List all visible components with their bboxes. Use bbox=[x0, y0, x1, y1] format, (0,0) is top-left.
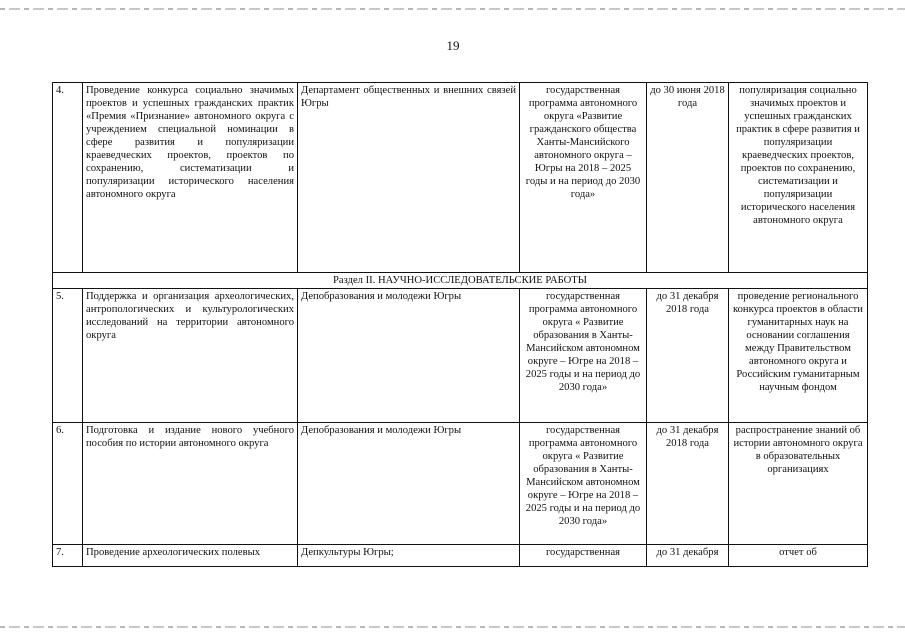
activity-cell: Проведение археологических полевых bbox=[83, 545, 298, 567]
deadline-cell: до 31 декабря 2018 года bbox=[647, 289, 729, 423]
deadline-cell: до 31 декабря 2018 года bbox=[647, 423, 729, 545]
table-row bbox=[53, 289, 868, 423]
deadline-cell: до 30 июня 2018 года bbox=[647, 83, 729, 273]
funding-source-cell: государственная программа автономного округа « Развитие образования в Ханты-Мансийском автономном округе – Югре на 2018 – 2025 годы и на период до 2030 года» bbox=[520, 423, 647, 545]
table-row bbox=[53, 83, 868, 273]
scan-artifact-bottom bbox=[0, 626, 905, 628]
executor-cell: Депкультуры Югры; bbox=[298, 545, 520, 567]
row-number: 6. bbox=[53, 423, 83, 545]
row-number: 4. bbox=[53, 83, 83, 273]
deadline-cell: до 31 декабря bbox=[647, 545, 729, 567]
funding-source-cell: государственная программа автономного округа « Развитие образования в Ханты-Мансийском автономном округе – Югре на 2018 – 2025 годы и на период до 2030 года» bbox=[520, 289, 647, 423]
activity-cell: Поддержка и организация археологических, антропологических и культурологических исследований на территории автономного округа bbox=[83, 289, 298, 423]
section-header: Раздел II. НАУЧНО-ИССЛЕДОВАТЕЛЬСКИЕ РАБОТЫ bbox=[53, 273, 868, 289]
section-row bbox=[53, 273, 868, 289]
row-number: 5. bbox=[53, 289, 83, 423]
table-row bbox=[53, 545, 868, 567]
result-cell: проведение регионального конкурса проектов в области гуманитарных наук на основании соглашения между Правительством автономного округа и Российским гуманитарным научным фондом bbox=[729, 289, 868, 423]
executor-cell: Департамент общественных и внешних связей Югры bbox=[298, 83, 520, 273]
activity-cell: Проведение конкурса социально значимых проектов и успешных гражданских практик «Премия «Признание» автономного округа с учреждением специальной номинации в сфере развития и популяризации краеведческих проектов, проектов по сохранению, систематизации и популяризации исторического населения автономного округа bbox=[83, 83, 298, 273]
funding-source-cell: государственная программа автономного округа «Развитие гражданского общества Ханты-Мансийского автономного округа – Югры на 2018 – 2025 годы и на период до 2030 года» bbox=[520, 83, 647, 273]
funding-source-cell: государственная bbox=[520, 545, 647, 567]
executor-cell: Депобразования и молодежи Югры bbox=[298, 289, 520, 423]
result-cell: отчет об bbox=[729, 545, 868, 567]
table-row bbox=[53, 423, 868, 545]
executor-cell: Депобразования и молодежи Югры bbox=[298, 423, 520, 545]
row-number: 7. bbox=[53, 545, 83, 567]
result-cell: распространение знаний об истории автономного округа в образовательных организациях bbox=[729, 423, 868, 545]
result-cell: популяризация социально значимых проектов и успешных гражданских практик в сфере развития и популяризации краеведческих проектов, проектов по сохранению, систематизации и популяризации исторического населения автономного округа bbox=[729, 83, 868, 273]
activities-table bbox=[52, 82, 868, 567]
activity-cell: Подготовка и издание нового учебного пособия по истории автономного округа bbox=[83, 423, 298, 545]
page-number: 19 bbox=[446, 38, 460, 53]
scan-artifact-top bbox=[0, 8, 905, 10]
